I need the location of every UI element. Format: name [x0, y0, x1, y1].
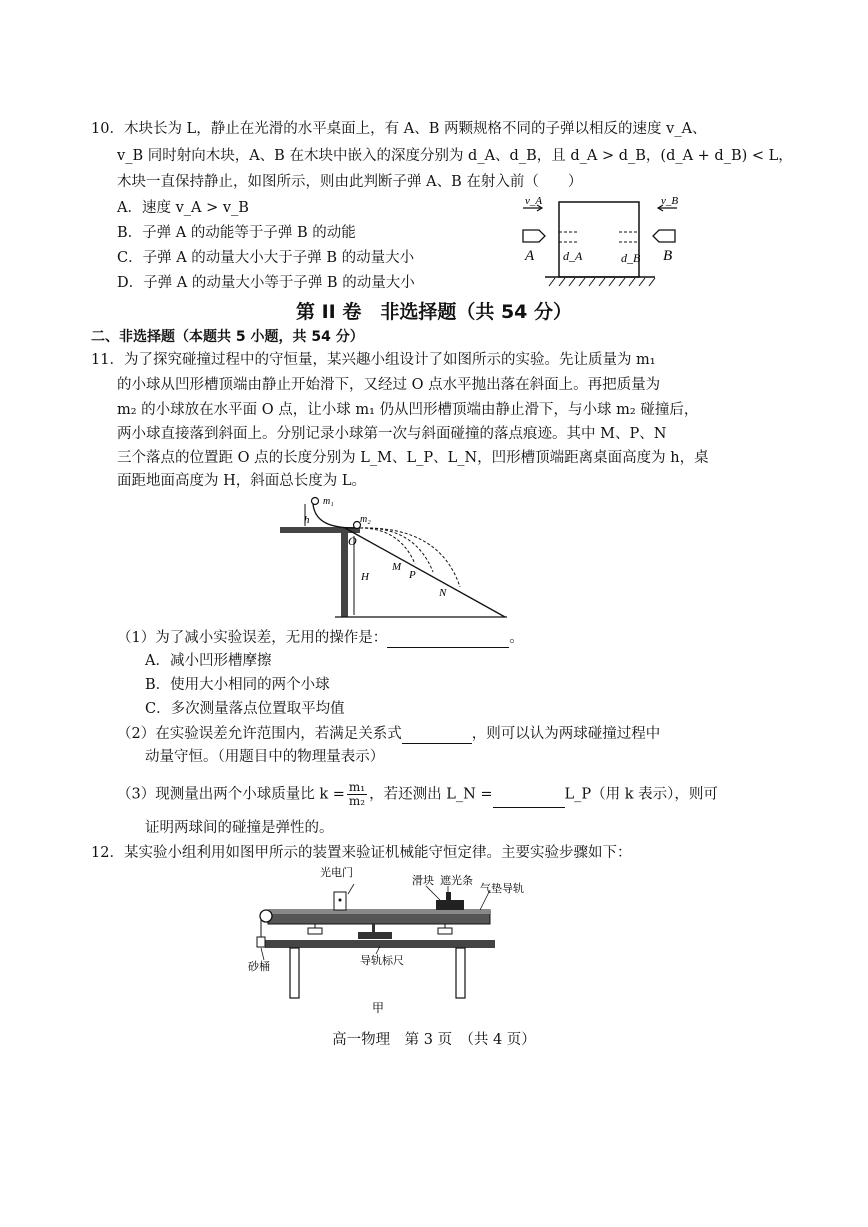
q10-block-figure: [515, 190, 685, 290]
q11-part1-end: 。: [509, 630, 524, 646]
vA-label: v_A: [525, 195, 543, 207]
page-footer: 高一物理 第 3 页 （共 4 页）: [332, 1032, 536, 1048]
fraction-numerator: m₁: [348, 780, 366, 794]
shade-label: 遮光条: [440, 875, 473, 887]
q11-part2: [117, 723, 660, 744]
slider-label: 滑块: [412, 875, 434, 887]
q11-part3-text-b: ，若还测出 L_N =: [369, 786, 493, 803]
q11-part1-text: （1）为了减小实验误差，无用的操作是：: [117, 630, 388, 646]
q10-line1: 10．木块长为 L，静止在光滑的水平桌面上，有 A、B 两颗规格不同的子弹以相反的速度 v_A、: [91, 121, 707, 137]
q11-line1: 11．为了探究碰撞过程中的守恒量，某兴趣小组设计了如图所示的实验。先让质量为 m₁: [91, 352, 656, 368]
fraction-denominator: m₂: [348, 794, 366, 808]
q11-part1-option-c: C．多次测量落点位置取平均值: [145, 701, 345, 717]
m2-label: m₂: [360, 514, 371, 525]
q11-line6: 面距地面高度为 H，斜面总长度为 L。: [117, 473, 366, 489]
q11-part2-blank[interactable]: [402, 723, 472, 744]
section-title: 第 II 卷 非选择题（共 54 分）: [295, 301, 573, 323]
q11-part1-option-a: A．减小凹形槽摩擦: [145, 653, 272, 669]
q11-line2: 的小球从凹形槽顶端由静止开始滑下，又经过 O 点水平抛出落在斜面上。再把质量为: [117, 377, 661, 393]
q11-part1: [117, 627, 524, 648]
q12-line1: 12．某实验小组利用如图甲所示的装置来验证机械能守恒定律。主要实验步骤如下：: [91, 845, 632, 861]
q10-line2: v_B 同时射向木块，A、B 在木块中嵌入的深度分别为 d_A、d_B，且 d_A > d_B，(d_A + d_B) < L，: [117, 148, 793, 164]
q10-option-b: B．子弹 A 的动能等于子弹 B 的动能: [117, 225, 356, 241]
airtrack-label: 气垫导轨: [480, 883, 524, 895]
q11-collision-figure: [275, 492, 510, 622]
O-label: O: [348, 534, 357, 548]
q12-airtrack-figure: [240, 862, 540, 1022]
mass-ratio-fraction: [347, 781, 367, 808]
section-heading: 二、非选择题（本题共 5 小题，共 54 分）: [91, 329, 364, 345]
m1-label: m₁: [323, 496, 334, 507]
q11-part3-line2: 证明两球间的碰撞是弹性的。: [145, 820, 334, 836]
q11-part3-text-c: L_P（用 k 表示），则可: [564, 786, 718, 803]
photogate-label: 光电门: [320, 867, 353, 879]
q11-part2-text-b: ，则可以认为两球碰撞过程中: [471, 726, 661, 742]
dB-label: d_B: [621, 251, 641, 265]
q11-line3: m₂ 的小球放在水平面 O 点，让小球 m₁ 仍从凹形槽顶端由静止滑下，与小球 m₂ 碰撞后，: [117, 402, 699, 418]
q10-option-c: C．子弹 A 的动量大小大于子弹 B 的动量大小: [117, 250, 415, 266]
q10-option-d: D．子弹 A 的动量大小等于子弹 B 的动量大小: [117, 275, 415, 291]
P-label: P: [409, 569, 416, 581]
q11-line5: 三个落点的位置距 O 点的长度分别为 L_M、L_P、L_N，凹形槽顶端距离桌面高度为 h，桌: [117, 450, 709, 466]
q11-part2-text-a: （2）在实验误差允许范围内，若满足关系式: [117, 726, 402, 742]
q10-line3: 木块一直保持静止，如图所示，则由此判断子弹 A、B 在射入前（ ）: [117, 174, 583, 190]
M-label: M: [392, 561, 402, 573]
q11-part2-line2: 动量守恒。（用题目中的物理量表示）: [145, 749, 385, 765]
figure-caption: 甲: [372, 1001, 385, 1015]
ruler-label: 导轨标尺: [360, 955, 404, 967]
q11-part1-option-b: B．使用大小相同的两个小球: [145, 677, 330, 693]
q11-line4: 两小球直接落到斜面上。分别记录小球第一次与斜面碰撞的落点痕迹。其中 M、P、N: [117, 426, 667, 442]
dA-label: d_A: [563, 249, 583, 263]
vB-label: v_B: [661, 195, 679, 207]
q10-option-a: A．速度 v_A > v_B: [117, 200, 249, 216]
bullet-b-label: B: [663, 248, 673, 264]
q11-part3: [117, 781, 718, 808]
q11-part1-blank[interactable]: [387, 627, 509, 648]
h-label: h: [304, 514, 310, 526]
N-label: N: [439, 587, 447, 599]
q11-part3-text-a: （3）现测量出两个小球质量比 k =: [117, 786, 345, 803]
bucket-label: 砂桶: [248, 961, 270, 973]
q11-part3-blank[interactable]: [493, 781, 565, 808]
H-label: H: [361, 571, 369, 583]
bullet-a-label: A: [525, 248, 535, 264]
